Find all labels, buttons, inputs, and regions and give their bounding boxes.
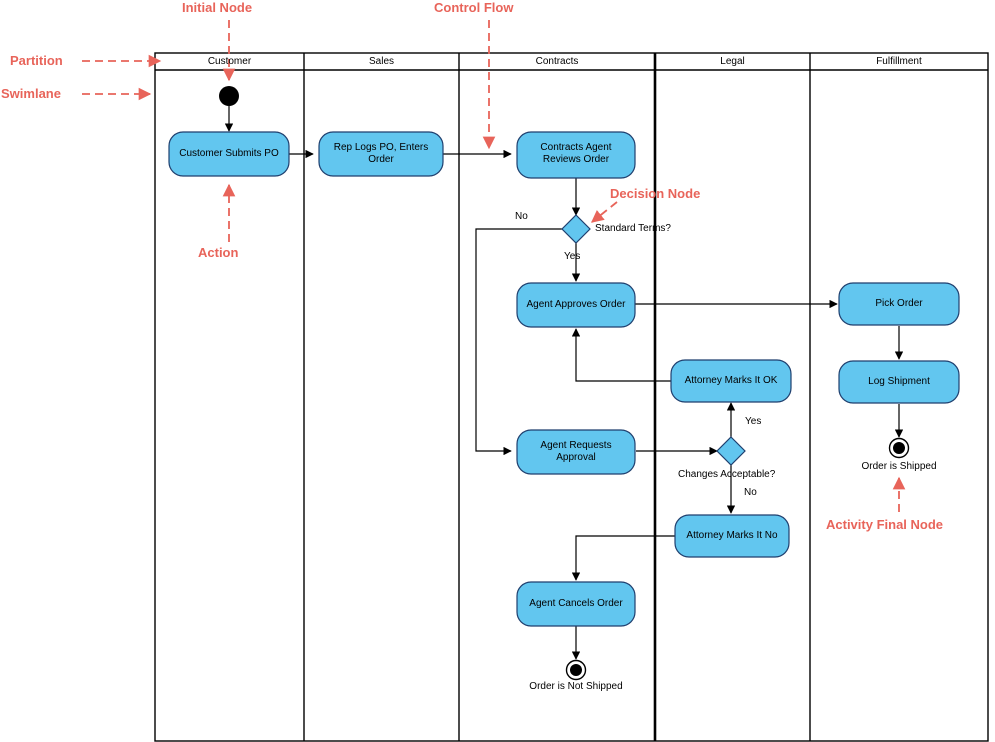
decision-label-changes-acceptable: Changes Acceptable? — [678, 469, 776, 480]
action-agent-approves-order — [517, 283, 635, 327]
annotation-control-flow: Control Flow — [434, 0, 514, 15]
action-pick-order — [839, 283, 959, 325]
action-rep-logs-po — [319, 132, 443, 176]
edge-label-standard-terms-yes: Yes — [564, 251, 581, 262]
annotation-initial-node: Initial Node — [182, 0, 253, 15]
action-agent-requests-approval — [517, 430, 635, 474]
edge-label-changes-acceptable-no: No — [744, 487, 757, 498]
lane-title-legal: Legal — [720, 56, 745, 67]
action-label-rep-logs-po: Rep Logs PO, Enters Order — [333, 142, 429, 165]
action-label-attorney-marks-ok: Attorney Marks It OK — [684, 375, 778, 386]
final-label-order-is-not-shipped: Order is Not Shipped — [529, 681, 623, 692]
edge-label-standard-terms-no: No — [515, 211, 528, 222]
action-label-agent-approves-order: Agent Approves Order — [526, 299, 626, 310]
action-label-attorney-marks-no: Attorney Marks It No — [686, 530, 778, 541]
lane-title-customer: Customer — [207, 56, 252, 67]
action-contracts-agent-reviews — [517, 132, 635, 178]
edge-label-changes-acceptable-yes: Yes — [745, 416, 762, 427]
annotation-swimlane: Swimlane — [1, 86, 61, 101]
action-agent-cancels-order — [517, 582, 635, 626]
action-label-agent-requests-approval: Agent Requests Approval — [540, 440, 612, 463]
annotation-activity-final-node: Activity Final Node — [826, 517, 944, 532]
annotation-action: Action — [198, 245, 239, 260]
action-label-contracts-agent-reviews: Contracts Agent Reviews Order — [540, 142, 612, 165]
decision-label-standard-terms: Standard Terms? — [595, 223, 671, 234]
action-label-agent-cancels-order: Agent Cancels Order — [529, 598, 623, 609]
action-label-log-shipment: Log Shipment — [868, 376, 930, 387]
action-log-shipment — [839, 361, 959, 403]
action-label-customer-submits-po: Customer Submits PO — [179, 148, 279, 159]
annotation-decision-node: Decision Node — [610, 186, 701, 201]
action-label-pick-order: Pick Order — [875, 298, 923, 309]
action-attorney-marks-ok — [671, 360, 791, 402]
initial-node — [219, 86, 239, 106]
final-node-order-is-not-shipped — [567, 661, 586, 680]
final-node-order-is-shipped — [890, 439, 909, 458]
lane-title-sales: Sales — [368, 56, 394, 67]
annotation-partition: Partition — [10, 53, 63, 68]
action-attorney-marks-no — [675, 515, 789, 557]
action-customer-submits-po — [169, 132, 289, 176]
lane-title-contracts: Contracts — [535, 56, 579, 67]
lane-title-fulfillment: Fulfillment — [876, 56, 922, 67]
final-label-order-is-shipped: Order is Shipped — [861, 461, 937, 472]
